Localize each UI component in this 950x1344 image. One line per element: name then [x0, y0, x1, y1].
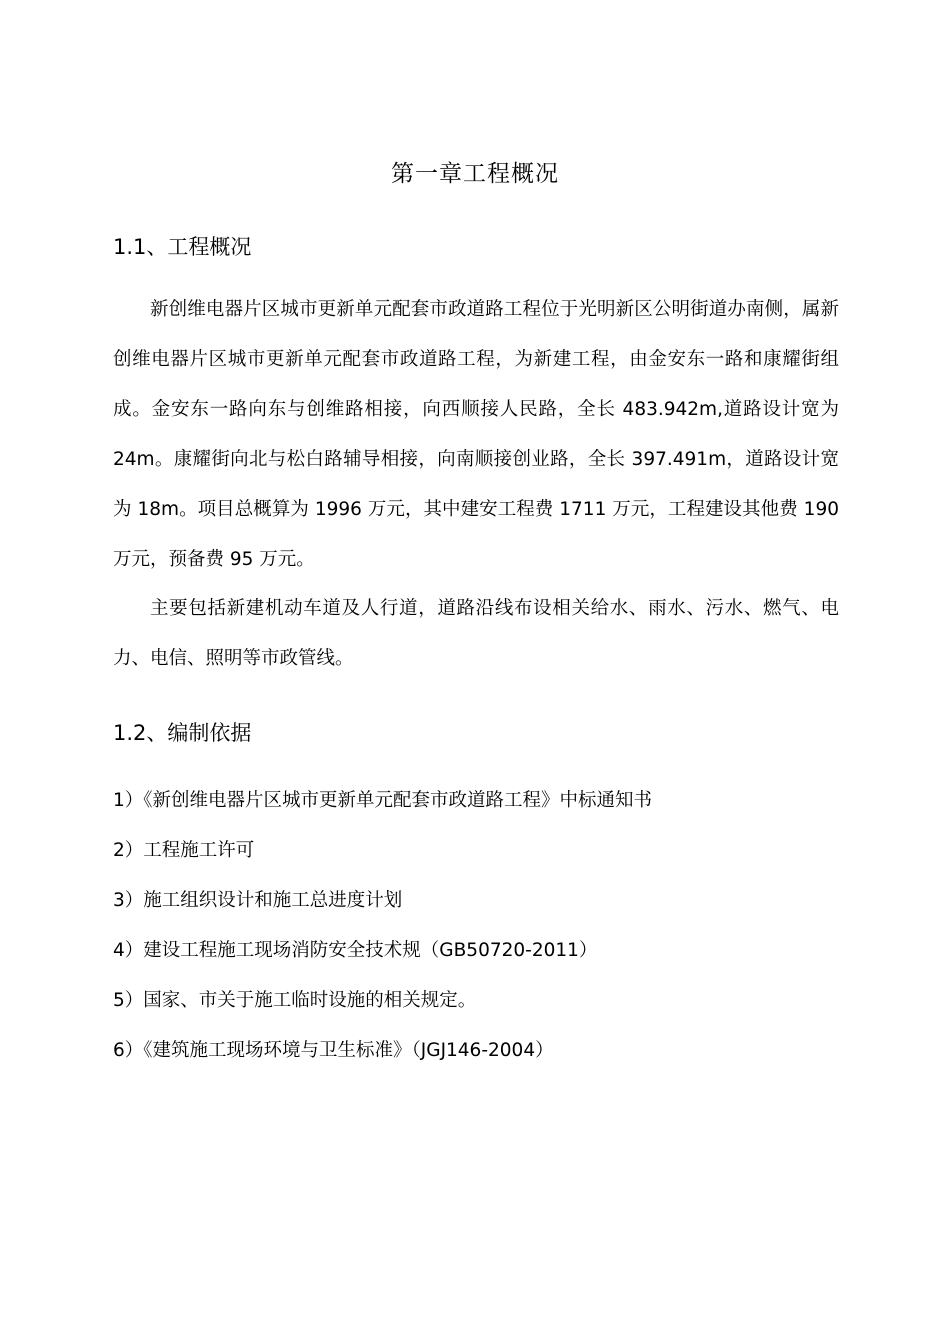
basis-list-item: 2）工程施工许可: [113, 840, 255, 861]
basis-list-item: 1）《新创维电器片区城市更新单元配套市政道路工程》中标通知书: [113, 790, 653, 811]
chapter-title: 第一章工程概况: [391, 161, 559, 187]
section-heading-basis: 1.2、编制依据: [113, 721, 252, 745]
overview-paragraph-1: 新创维电器片区城市更新单元配套市政道路工程位于光明新区公明街道办南侧，属新创维电器片区城市更新单元配套市政道路工程，为新建工程，由金安东一路和康耀街组成。金安东一路向东与创维路相接，向西顺接人民路，全长 483.942m,道路设计宽为 24m。康耀街向北与松白路辅导相接，向南顺接创业路，全长 397.491m，道路设计宽为 18m。项目总概算为 1996 万元，其中建安工程费 1711 万元，工程建设其他费 190 万元，预备费 95 万元。: [113, 299, 839, 570]
section-heading-overview: 1.1、工程概况: [113, 235, 252, 259]
basis-list-item: 3）施工组织设计和施工总进度计划: [113, 890, 403, 911]
basis-list-item: 4）建设工程施工现场消防安全技术规（GB50720-2011）: [113, 940, 598, 961]
overview-paragraph-2: 主要包括新建机动车道及人行道，道路沿线布设相关给水、雨水、污水、燃气、电力、电信、照明等市政管线。: [113, 598, 839, 669]
basis-list-item: 5）国家、市关于施工临时设施的相关规定。: [113, 990, 477, 1011]
basis-list: [113, 776, 853, 1076]
basis-list-item: 6）《建筑施工现场环境与卫生标准》（JGJ146-2004）: [113, 1040, 554, 1061]
